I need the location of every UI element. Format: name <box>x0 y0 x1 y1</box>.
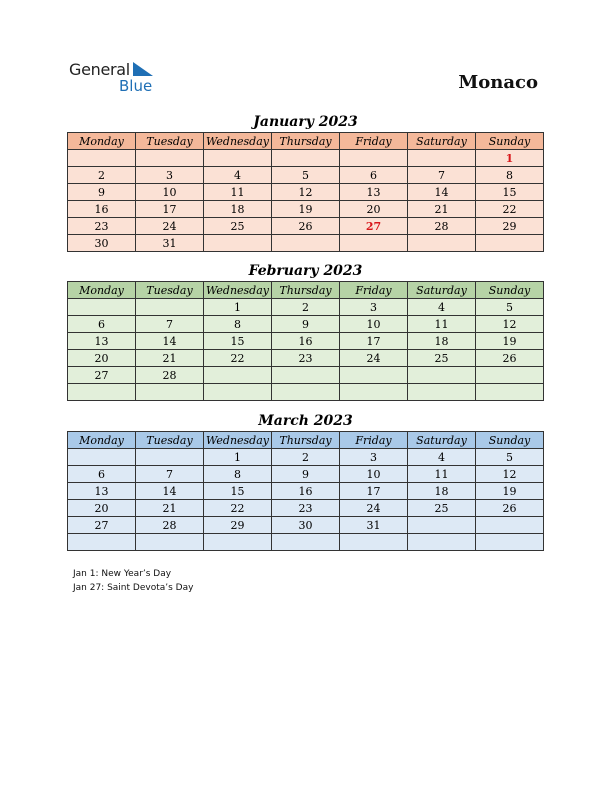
day-cell: 26 <box>476 350 544 367</box>
day-cell: 22 <box>476 201 544 218</box>
day-cell: 8 <box>204 466 272 483</box>
empty-day-cell <box>204 150 272 167</box>
day-cell: 4 <box>204 167 272 184</box>
day-cell: 23 <box>272 500 340 517</box>
day-cell: 11 <box>204 184 272 201</box>
day-cell: 5 <box>476 449 544 466</box>
empty-day-cell <box>340 150 408 167</box>
day-cell: 18 <box>204 201 272 218</box>
empty-day-cell <box>340 384 408 401</box>
logo-text-general: General <box>69 60 130 79</box>
day-cell: 17 <box>340 333 408 350</box>
weekday-header: Tuesday <box>136 133 204 150</box>
weekday-header: Friday <box>340 282 408 299</box>
month-title: March 2023 <box>258 413 353 429</box>
empty-day-cell <box>272 367 340 384</box>
weekday-header: Saturday <box>408 432 476 449</box>
month-january <box>67 112 544 252</box>
empty-day-cell <box>204 534 272 551</box>
day-cell: 7 <box>136 466 204 483</box>
day-cell: 9 <box>272 316 340 333</box>
logo <box>69 60 169 96</box>
day-cell: 13 <box>68 483 136 500</box>
holiday-day-cell: 27 <box>340 218 408 235</box>
empty-day-cell <box>272 384 340 401</box>
country-name: Monaco <box>458 72 538 93</box>
weekday-header: Monday <box>68 282 136 299</box>
holiday-day-cell: 1 <box>476 150 544 167</box>
holiday-notes <box>73 567 193 595</box>
day-cell: 11 <box>408 466 476 483</box>
empty-day-cell <box>136 534 204 551</box>
day-cell: 9 <box>272 466 340 483</box>
weekday-header: Monday <box>68 432 136 449</box>
week-row <box>68 483 544 500</box>
day-cell: 11 <box>408 316 476 333</box>
holiday-note: Jan 1: New Year’s Day <box>73 569 172 579</box>
empty-day-cell <box>136 449 204 466</box>
calendar-table <box>67 431 544 551</box>
day-cell: 8 <box>204 316 272 333</box>
week-row <box>68 299 544 316</box>
calendar-table <box>67 281 544 401</box>
day-cell: 5 <box>272 167 340 184</box>
empty-day-cell <box>68 299 136 316</box>
empty-day-cell <box>408 517 476 534</box>
day-cell: 19 <box>476 333 544 350</box>
weekday-header: Sunday <box>476 282 544 299</box>
empty-day-cell <box>476 367 544 384</box>
day-cell: 15 <box>204 333 272 350</box>
day-cell: 12 <box>272 184 340 201</box>
week-row <box>68 184 544 201</box>
day-cell: 10 <box>136 184 204 201</box>
day-cell: 4 <box>408 299 476 316</box>
day-cell: 31 <box>136 235 204 252</box>
empty-day-cell <box>68 384 136 401</box>
day-cell: 4 <box>408 449 476 466</box>
day-cell: 30 <box>272 517 340 534</box>
empty-day-cell <box>340 235 408 252</box>
day-cell: 2 <box>272 299 340 316</box>
weekday-header-row <box>68 133 544 150</box>
empty-day-cell <box>204 235 272 252</box>
day-cell: 28 <box>136 367 204 384</box>
holiday-note: Jan 27: Saint Devota’s Day <box>73 583 194 593</box>
day-cell: 17 <box>340 483 408 500</box>
day-cell: 7 <box>408 167 476 184</box>
day-cell: 31 <box>340 517 408 534</box>
empty-day-cell <box>476 235 544 252</box>
day-cell: 16 <box>272 333 340 350</box>
day-cell: 29 <box>476 218 544 235</box>
week-row <box>68 449 544 466</box>
day-cell: 16 <box>272 483 340 500</box>
empty-day-cell <box>408 367 476 384</box>
weekday-header: Thursday <box>272 133 340 150</box>
week-row <box>68 150 544 167</box>
day-cell: 21 <box>408 201 476 218</box>
day-cell: 14 <box>136 483 204 500</box>
empty-day-cell <box>68 150 136 167</box>
day-cell: 15 <box>476 184 544 201</box>
day-cell: 23 <box>68 218 136 235</box>
day-cell: 3 <box>136 167 204 184</box>
day-cell: 6 <box>68 466 136 483</box>
weekday-header: Saturday <box>408 282 476 299</box>
day-cell: 1 <box>204 299 272 316</box>
day-cell: 20 <box>340 201 408 218</box>
day-cell: 6 <box>68 316 136 333</box>
week-row <box>68 201 544 218</box>
weekday-header: Sunday <box>476 432 544 449</box>
day-cell: 18 <box>408 333 476 350</box>
day-cell: 7 <box>136 316 204 333</box>
day-cell: 24 <box>340 350 408 367</box>
empty-day-cell <box>204 367 272 384</box>
empty-day-cell <box>272 235 340 252</box>
day-cell: 15 <box>204 483 272 500</box>
empty-day-cell <box>340 534 408 551</box>
empty-day-cell <box>340 367 408 384</box>
week-row <box>68 500 544 517</box>
day-cell: 20 <box>68 350 136 367</box>
day-cell: 8 <box>476 167 544 184</box>
logo-triangle-icon <box>133 62 153 76</box>
day-cell: 10 <box>340 316 408 333</box>
day-cell: 1 <box>204 449 272 466</box>
day-cell: 25 <box>408 350 476 367</box>
weekday-header: Saturday <box>408 133 476 150</box>
day-cell: 24 <box>340 500 408 517</box>
weekday-header: Sunday <box>476 133 544 150</box>
day-cell: 6 <box>340 167 408 184</box>
day-cell: 19 <box>272 201 340 218</box>
day-cell: 10 <box>340 466 408 483</box>
day-cell: 22 <box>204 500 272 517</box>
week-row <box>68 350 544 367</box>
day-cell: 28 <box>136 517 204 534</box>
day-cell: 17 <box>136 201 204 218</box>
day-cell: 20 <box>68 500 136 517</box>
weekday-header: Tuesday <box>136 282 204 299</box>
weekday-header: Wednesday <box>204 432 272 449</box>
empty-day-cell <box>408 384 476 401</box>
day-cell: 26 <box>476 500 544 517</box>
empty-day-cell <box>408 235 476 252</box>
weekday-header: Tuesday <box>136 432 204 449</box>
month-march <box>67 411 544 551</box>
week-row <box>68 333 544 350</box>
day-cell: 27 <box>68 367 136 384</box>
week-row <box>68 218 544 235</box>
empty-day-cell <box>272 534 340 551</box>
day-cell: 13 <box>68 333 136 350</box>
day-cell: 26 <box>272 218 340 235</box>
day-cell: 23 <box>272 350 340 367</box>
day-cell: 9 <box>68 184 136 201</box>
day-cell: 22 <box>204 350 272 367</box>
empty-day-cell <box>408 150 476 167</box>
empty-day-cell <box>68 449 136 466</box>
week-row <box>68 517 544 534</box>
day-cell: 21 <box>136 500 204 517</box>
empty-day-cell <box>476 534 544 551</box>
day-cell: 14 <box>136 333 204 350</box>
week-row <box>68 384 544 401</box>
week-row <box>68 235 544 252</box>
week-row <box>68 316 544 333</box>
weekday-header: Friday <box>340 133 408 150</box>
day-cell: 2 <box>272 449 340 466</box>
empty-day-cell <box>204 384 272 401</box>
weekday-header-row <box>68 432 544 449</box>
day-cell: 24 <box>136 218 204 235</box>
empty-day-cell <box>272 150 340 167</box>
day-cell: 5 <box>476 299 544 316</box>
month-title: February 2023 <box>248 263 363 279</box>
day-cell: 3 <box>340 449 408 466</box>
week-row <box>68 466 544 483</box>
day-cell: 2 <box>68 167 136 184</box>
day-cell: 19 <box>476 483 544 500</box>
weekday-header: Monday <box>68 133 136 150</box>
empty-day-cell <box>136 299 204 316</box>
day-cell: 3 <box>340 299 408 316</box>
month-title: January 2023 <box>253 114 358 130</box>
day-cell: 28 <box>408 218 476 235</box>
weekday-header-row <box>68 282 544 299</box>
day-cell: 18 <box>408 483 476 500</box>
empty-day-cell <box>136 384 204 401</box>
day-cell: 16 <box>68 201 136 218</box>
day-cell: 14 <box>408 184 476 201</box>
week-row <box>68 167 544 184</box>
day-cell: 25 <box>204 218 272 235</box>
day-cell: 30 <box>68 235 136 252</box>
week-row <box>68 534 544 551</box>
day-cell: 12 <box>476 466 544 483</box>
week-row <box>68 367 544 384</box>
day-cell: 21 <box>136 350 204 367</box>
empty-day-cell <box>476 517 544 534</box>
weekday-header: Friday <box>340 432 408 449</box>
weekday-header: Thursday <box>272 432 340 449</box>
weekday-header: Wednesday <box>204 282 272 299</box>
empty-day-cell <box>408 534 476 551</box>
day-cell: 29 <box>204 517 272 534</box>
weekday-header: Thursday <box>272 282 340 299</box>
empty-day-cell <box>476 384 544 401</box>
month-february <box>67 261 544 401</box>
empty-day-cell <box>136 150 204 167</box>
weekday-header: Wednesday <box>204 133 272 150</box>
calendar-table <box>67 132 544 252</box>
logo-text-blue: Blue <box>119 77 153 95</box>
empty-day-cell <box>68 534 136 551</box>
day-cell: 12 <box>476 316 544 333</box>
day-cell: 27 <box>68 517 136 534</box>
day-cell: 13 <box>340 184 408 201</box>
day-cell: 25 <box>408 500 476 517</box>
